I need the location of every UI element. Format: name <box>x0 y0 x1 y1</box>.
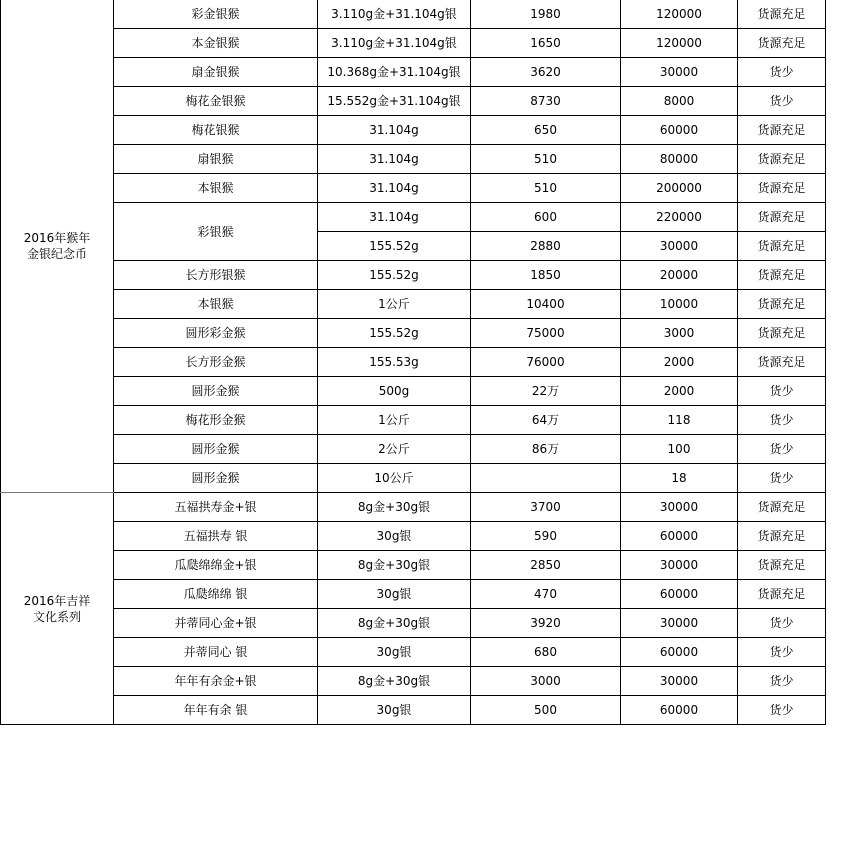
product-status: 货少 <box>738 696 826 725</box>
product-price: 590 <box>471 522 621 551</box>
product-price: 76000 <box>471 348 621 377</box>
table-row <box>1 87 826 116</box>
product-name: 长方形银猴 <box>114 261 318 290</box>
group-label-line2: 文化系列 <box>32 609 81 624</box>
product-price: 1980 <box>471 0 621 29</box>
product-qty: 60000 <box>621 696 738 725</box>
product-status: 货源充足 <box>738 290 826 319</box>
product-price: 22万 <box>471 377 621 406</box>
product-price: 510 <box>471 174 621 203</box>
table-row <box>1 493 826 522</box>
product-qty: 60000 <box>621 638 738 667</box>
product-name: 梅花金银猴 <box>114 87 318 116</box>
product-status: 货少 <box>738 377 826 406</box>
product-status: 货少 <box>738 464 826 493</box>
product-status: 货源充足 <box>738 116 826 145</box>
product-name: 扇金银猴 <box>114 58 318 87</box>
product-name: 本银猴 <box>114 174 318 203</box>
product-status: 货源充足 <box>738 319 826 348</box>
table-row <box>1 29 826 58</box>
product-spec: 10.368g金+31.104g银 <box>318 58 471 87</box>
product-spec: 500g <box>318 377 471 406</box>
group-label-line1: 2016年猴年 <box>23 231 91 245</box>
product-qty: 200000 <box>621 174 738 203</box>
product-spec: 31.104g <box>318 203 471 232</box>
group-label-line1: 2016年吉祥 <box>23 593 91 608</box>
product-name: 本银猴 <box>114 290 318 319</box>
product-spec: 1公斤 <box>318 290 471 319</box>
product-spec: 30g银 <box>318 638 471 667</box>
product-name: 梅花银猴 <box>114 116 318 145</box>
table-row <box>1 174 826 203</box>
product-qty: 30000 <box>621 609 738 638</box>
product-status: 货源充足 <box>738 551 826 580</box>
product-spec: 31.104g <box>318 116 471 145</box>
product-spec: 155.52g <box>318 319 471 348</box>
product-price: 500 <box>471 696 621 725</box>
product-status: 货源充足 <box>738 580 826 609</box>
product-price: 1650 <box>471 29 621 58</box>
product-qty: 120000 <box>621 0 738 29</box>
table-row <box>1 145 826 174</box>
product-status: 货源充足 <box>738 522 826 551</box>
table-row <box>1 58 826 87</box>
table-row <box>1 406 826 435</box>
product-spec: 3.110g金+31.104g银 <box>318 0 471 29</box>
product-status: 货少 <box>738 406 826 435</box>
product-spec: 155.53g <box>318 348 471 377</box>
product-spec: 8g金+30g银 <box>318 551 471 580</box>
product-name: 彩银猴 <box>114 203 318 261</box>
product-price: 3920 <box>471 609 621 638</box>
product-status: 货源充足 <box>738 203 826 232</box>
table-body <box>1 0 826 725</box>
product-price: 600 <box>471 203 621 232</box>
product-qty: 2000 <box>621 348 738 377</box>
product-qty: 30000 <box>621 58 738 87</box>
product-status: 货少 <box>738 667 826 696</box>
product-price: 2850 <box>471 551 621 580</box>
product-name: 圆形金猴 <box>114 435 318 464</box>
product-price: 3620 <box>471 58 621 87</box>
product-status: 货源充足 <box>738 145 826 174</box>
product-qty: 30000 <box>621 551 738 580</box>
product-qty: 60000 <box>621 580 738 609</box>
table-row <box>1 377 826 406</box>
product-name: 瓜瓞绵绵 银 <box>114 580 318 609</box>
product-status: 货少 <box>738 435 826 464</box>
product-name: 五福拱寿 银 <box>114 522 318 551</box>
product-spec: 15.552g金+31.104g银 <box>318 87 471 116</box>
product-price: 75000 <box>471 319 621 348</box>
product-qty: 120000 <box>621 29 738 58</box>
table-row <box>1 696 826 725</box>
product-qty: 2000 <box>621 377 738 406</box>
product-qty: 3000 <box>621 319 738 348</box>
product-spec: 30g银 <box>318 522 471 551</box>
product-spec: 1公斤 <box>318 406 471 435</box>
product-qty: 100 <box>621 435 738 464</box>
table-row <box>1 609 826 638</box>
product-qty: 220000 <box>621 203 738 232</box>
product-status: 货少 <box>738 58 826 87</box>
product-spec: 30g银 <box>318 696 471 725</box>
product-name: 扇银猴 <box>114 145 318 174</box>
product-status: 货源充足 <box>738 174 826 203</box>
product-spec: 31.104g <box>318 174 471 203</box>
product-name: 年年有余金+银 <box>114 667 318 696</box>
product-qty: 118 <box>621 406 738 435</box>
table-row <box>1 0 826 29</box>
product-status: 货少 <box>738 87 826 116</box>
product-price: 3700 <box>471 493 621 522</box>
product-qty: 10000 <box>621 290 738 319</box>
product-spec: 10公斤 <box>318 464 471 493</box>
product-price: 680 <box>471 638 621 667</box>
product-spec: 8g金+30g银 <box>318 609 471 638</box>
product-price: 1850 <box>471 261 621 290</box>
product-name: 圆形彩金猴 <box>114 319 318 348</box>
product-price: 3000 <box>471 667 621 696</box>
product-spec: 8g金+30g银 <box>318 667 471 696</box>
product-price: 8730 <box>471 87 621 116</box>
product-name: 瓜瓞绵绵金+银 <box>114 551 318 580</box>
table-row <box>1 551 826 580</box>
product-qty: 30000 <box>621 232 738 261</box>
product-status: 货源充足 <box>738 0 826 29</box>
group-label-cell <box>1 493 114 725</box>
product-qty: 30000 <box>621 667 738 696</box>
product-name: 本金银猴 <box>114 29 318 58</box>
product-spec: 3.110g金+31.104g银 <box>318 29 471 58</box>
group-label-line2: 金银纪念币 <box>26 247 87 261</box>
product-qty: 60000 <box>621 116 738 145</box>
product-qty: 18 <box>621 464 738 493</box>
product-qty: 8000 <box>621 87 738 116</box>
table-row <box>1 638 826 667</box>
table-row <box>1 464 826 493</box>
product-spec: 30g银 <box>318 580 471 609</box>
product-name: 彩金银猴 <box>114 0 318 29</box>
table-row <box>1 580 826 609</box>
product-price: 10400 <box>471 290 621 319</box>
product-name: 梅花形金猴 <box>114 406 318 435</box>
product-spec: 31.104g <box>318 145 471 174</box>
product-name: 长方形金猴 <box>114 348 318 377</box>
table-row <box>1 435 826 464</box>
product-status: 货源充足 <box>738 232 826 261</box>
product-spec: 155.52g <box>318 232 471 261</box>
product-name: 圆形金猴 <box>114 464 318 493</box>
product-qty: 80000 <box>621 145 738 174</box>
product-name: 并蒂同心金+银 <box>114 609 318 638</box>
table-row <box>1 116 826 145</box>
product-spec: 155.52g <box>318 261 471 290</box>
product-status: 货少 <box>738 609 826 638</box>
table-row <box>1 290 826 319</box>
product-status: 货源充足 <box>738 493 826 522</box>
product-price: 64万 <box>471 406 621 435</box>
table-row <box>1 261 826 290</box>
table-row <box>1 203 826 232</box>
table-row <box>1 348 826 377</box>
product-name: 圆形金猴 <box>114 377 318 406</box>
product-qty: 60000 <box>621 522 738 551</box>
table-row <box>1 319 826 348</box>
product-status: 货源充足 <box>738 261 826 290</box>
product-name: 年年有余 银 <box>114 696 318 725</box>
product-status: 货少 <box>738 638 826 667</box>
product-name: 五福拱寿金+银 <box>114 493 318 522</box>
product-price: 650 <box>471 116 621 145</box>
product-price: 470 <box>471 580 621 609</box>
product-name: 并蒂同心 银 <box>114 638 318 667</box>
product-spec: 2公斤 <box>318 435 471 464</box>
product-status: 货源充足 <box>738 348 826 377</box>
product-price: 86万 <box>471 435 621 464</box>
product-price <box>471 464 621 493</box>
group-label-cell <box>1 0 114 493</box>
product-qty: 20000 <box>621 261 738 290</box>
product-qty: 30000 <box>621 493 738 522</box>
product-price: 2880 <box>471 232 621 261</box>
product-spec: 8g金+30g银 <box>318 493 471 522</box>
product-price: 510 <box>471 145 621 174</box>
table-row <box>1 667 826 696</box>
table-row <box>1 522 826 551</box>
product-status: 货源充足 <box>738 29 826 58</box>
